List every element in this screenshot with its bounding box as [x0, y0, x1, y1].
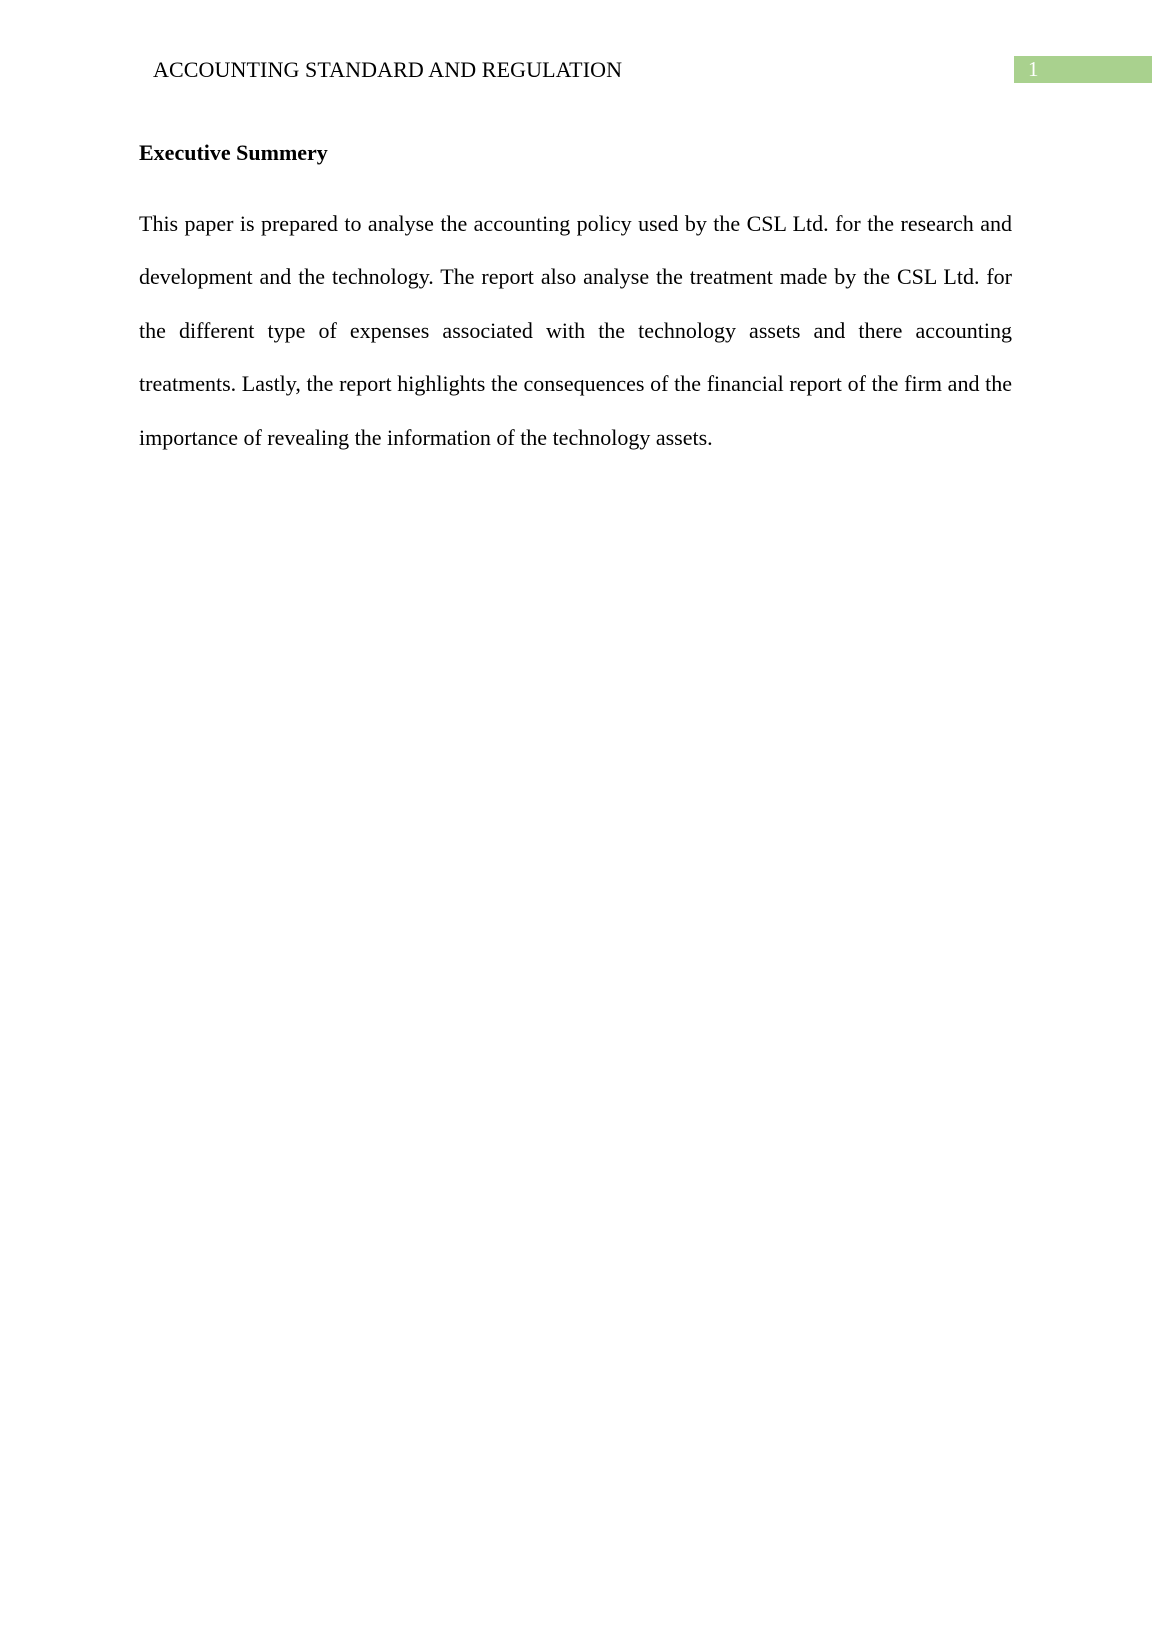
- document-body: [139, 135, 1012, 464]
- section-heading: Executive Summery: [139, 140, 328, 165]
- running-head: ACCOUNTING STANDARD AND REGULATION: [153, 57, 623, 82]
- page-header: [0, 56, 1158, 83]
- page-number: 1: [1014, 56, 1152, 83]
- executive-summary-paragraph: This paper is prepared to analyse the accounting policy used by the CSL Ltd. for the research and development and the technology. The report also analyse the treatment made by the CSL Ltd. for the different type of expenses associated with the technology assets and there accounting treatments. Lastly, the report highlights the consequences of the financial report of the firm and the importance of revealing the information of the technology assets.: [139, 211, 1012, 450]
